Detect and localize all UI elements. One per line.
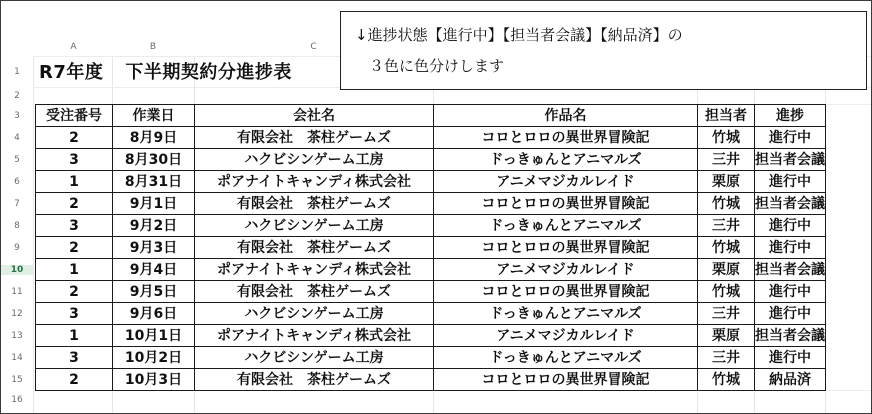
- staff-cell[interactable]: 竹城: [698, 237, 755, 259]
- row-header[interactable]: 13: [11, 331, 23, 341]
- order-number-cell[interactable]: 1: [36, 325, 113, 347]
- progress-cell[interactable]: 担当者会議: [755, 325, 826, 347]
- work-date-cell[interactable]: 9月5日: [113, 281, 195, 303]
- header-staff[interactable]: 担当者: [698, 105, 755, 127]
- table-row: [36, 127, 826, 149]
- title-cell[interactable]: アニメマジカルレイド: [434, 171, 698, 193]
- title-cell[interactable]: アニメマジカルレイド: [434, 325, 698, 347]
- row-header-bar: [1, 1, 33, 414]
- progress-cell[interactable]: 納品済: [755, 369, 826, 391]
- staff-cell[interactable]: 竹城: [698, 127, 755, 149]
- work-date-cell[interactable]: 9月1日: [113, 193, 195, 215]
- title-cell[interactable]: ドっきゅんとアニマルズ: [434, 215, 698, 237]
- title-cell[interactable]: コロとロロの異世界冒険記: [434, 193, 698, 215]
- table-row: [36, 281, 826, 303]
- row-header[interactable]: 15: [11, 375, 23, 385]
- row-header[interactable]: 1: [14, 67, 20, 77]
- callout-line-1: ↓進捗状態【進行中】【担当者会議】【納品済】の: [355, 26, 683, 44]
- row-header[interactable]: 6: [14, 177, 20, 187]
- work-date-cell[interactable]: 8月30日: [113, 149, 195, 171]
- row-header[interactable]: 12: [11, 309, 23, 319]
- order-number-cell[interactable]: 3: [36, 347, 113, 369]
- order-number-cell[interactable]: 2: [36, 127, 113, 149]
- progress-cell[interactable]: 担当者会議: [755, 193, 826, 215]
- row-header-selected[interactable]: 10: [1, 265, 33, 275]
- work-date-cell[interactable]: 10月3日: [113, 369, 195, 391]
- table-row: [36, 347, 826, 369]
- work-date-cell[interactable]: 8月9日: [113, 127, 195, 149]
- column-header-c[interactable]: C: [310, 42, 317, 52]
- staff-cell[interactable]: 竹城: [698, 193, 755, 215]
- progress-cell[interactable]: 進行中: [755, 171, 826, 193]
- title-cell[interactable]: ドっきゅんとアニマルズ: [434, 347, 698, 369]
- header-company[interactable]: 会社名: [195, 105, 434, 127]
- order-number-cell[interactable]: 2: [36, 281, 113, 303]
- order-number-cell[interactable]: 1: [36, 171, 113, 193]
- company-cell[interactable]: 有限会社 茶柱ゲームズ: [195, 127, 434, 149]
- staff-cell[interactable]: 栗原: [698, 171, 755, 193]
- progress-table: [35, 104, 826, 391]
- title-name: 下半期契約分進捗表: [125, 62, 292, 83]
- column-header-a[interactable]: A: [70, 42, 77, 52]
- row-header[interactable]: 9: [14, 243, 20, 253]
- callout-line-2: ３色に色分けします: [369, 57, 505, 75]
- callout-note-box[interactable]: [340, 11, 867, 90]
- header-title[interactable]: 作品名: [434, 105, 698, 127]
- progress-cell[interactable]: 進行中: [755, 347, 826, 369]
- table-row: [36, 369, 826, 391]
- work-date-cell[interactable]: 10月1日: [113, 325, 195, 347]
- title-cell[interactable]: コロとロロの異世界冒険記: [434, 127, 698, 149]
- order-number-cell[interactable]: 2: [36, 193, 113, 215]
- table-header-row: [36, 105, 826, 127]
- table-row: [36, 303, 826, 325]
- progress-cell[interactable]: 進行中: [755, 215, 826, 237]
- gridline: [33, 56, 34, 414]
- column-header-b[interactable]: B: [149, 42, 157, 52]
- title-cell[interactable]: アニメマジカルレイド: [434, 259, 698, 281]
- order-number-cell[interactable]: 3: [36, 215, 113, 237]
- row-header[interactable]: 4: [14, 133, 20, 143]
- staff-cell[interactable]: 栗原: [698, 259, 755, 281]
- company-cell[interactable]: ポアナイトキャンディ株式会社: [195, 325, 434, 347]
- row-header[interactable]: 8: [14, 221, 20, 231]
- company-cell[interactable]: ハクビシンゲーム工房: [195, 347, 434, 369]
- row-header[interactable]: 2: [14, 91, 20, 101]
- title-year: R7年度: [39, 62, 104, 83]
- company-cell[interactable]: ハクビシンゲーム工房: [195, 149, 434, 171]
- progress-cell[interactable]: 進行中: [755, 303, 826, 325]
- title-cell[interactable]: コロとロロの異世界冒険記: [434, 281, 698, 303]
- row-header[interactable]: 3: [14, 111, 20, 121]
- work-date-cell[interactable]: 9月3日: [113, 237, 195, 259]
- staff-cell[interactable]: 三井: [698, 347, 755, 369]
- work-date-cell[interactable]: 8月31日: [113, 171, 195, 193]
- row-header[interactable]: 5: [14, 155, 20, 165]
- header-order-number[interactable]: 受注番号: [36, 105, 113, 127]
- order-number-cell[interactable]: 1: [36, 259, 113, 281]
- table-row: [36, 215, 826, 237]
- row-header[interactable]: 14: [11, 353, 23, 363]
- staff-cell[interactable]: 三井: [698, 303, 755, 325]
- company-cell[interactable]: 有限会社 茶柱ゲームズ: [195, 237, 434, 259]
- progress-cell[interactable]: 担当者会議: [755, 149, 826, 171]
- work-date-cell[interactable]: 9月6日: [113, 303, 195, 325]
- title-cell[interactable]: コロとロロの異世界冒険記: [434, 237, 698, 259]
- order-number-cell[interactable]: 3: [36, 303, 113, 325]
- staff-cell[interactable]: 三井: [698, 149, 755, 171]
- staff-cell[interactable]: 竹城: [698, 369, 755, 391]
- staff-cell[interactable]: 竹城: [698, 281, 755, 303]
- staff-cell[interactable]: 三井: [698, 215, 755, 237]
- order-number-cell[interactable]: 2: [36, 369, 113, 391]
- work-date-cell[interactable]: 9月4日: [113, 259, 195, 281]
- company-cell[interactable]: ハクビシンゲーム工房: [195, 303, 434, 325]
- table-row: [36, 149, 826, 171]
- company-cell[interactable]: 有限会社 茶柱ゲームズ: [195, 281, 434, 303]
- title-cell[interactable]: ドっきゅんとアニマルズ: [434, 303, 698, 325]
- work-date-cell[interactable]: 10月2日: [113, 347, 195, 369]
- company-cell[interactable]: ポアナイトキャンディ株式会社: [195, 171, 434, 193]
- company-cell[interactable]: ハクビシンゲーム工房: [195, 215, 434, 237]
- company-cell[interactable]: 有限会社 茶柱ゲームズ: [195, 369, 434, 391]
- staff-cell[interactable]: 栗原: [698, 325, 755, 347]
- company-cell[interactable]: 有限会社 茶柱ゲームズ: [195, 193, 434, 215]
- row-header[interactable]: 16: [11, 395, 23, 405]
- progress-cell[interactable]: 進行中: [755, 127, 826, 149]
- title-cell[interactable]: ドっきゅんとアニマルズ: [434, 149, 698, 171]
- header-work-date[interactable]: 作業日: [113, 105, 195, 127]
- progress-cell[interactable]: 進行中: [755, 281, 826, 303]
- header-progress[interactable]: 進捗: [755, 105, 826, 127]
- work-date-cell[interactable]: 9月2日: [113, 215, 195, 237]
- row-header[interactable]: 7: [14, 199, 20, 209]
- title-cell[interactable]: コロとロロの異世界冒険記: [434, 369, 698, 391]
- order-number-cell[interactable]: 2: [36, 237, 113, 259]
- table-row: [36, 325, 826, 347]
- progress-cell[interactable]: 担当者会議: [755, 259, 826, 281]
- table-row: [36, 193, 826, 215]
- company-cell[interactable]: ポアナイトキャンディ株式会社: [195, 259, 434, 281]
- table-row: [36, 171, 826, 193]
- order-number-cell[interactable]: 3: [36, 149, 113, 171]
- sheet-title[interactable]: [39, 58, 292, 84]
- table-row: [36, 237, 826, 259]
- row-header[interactable]: 11: [11, 287, 23, 297]
- progress-cell[interactable]: 進行中: [755, 237, 826, 259]
- table-row: [36, 259, 826, 281]
